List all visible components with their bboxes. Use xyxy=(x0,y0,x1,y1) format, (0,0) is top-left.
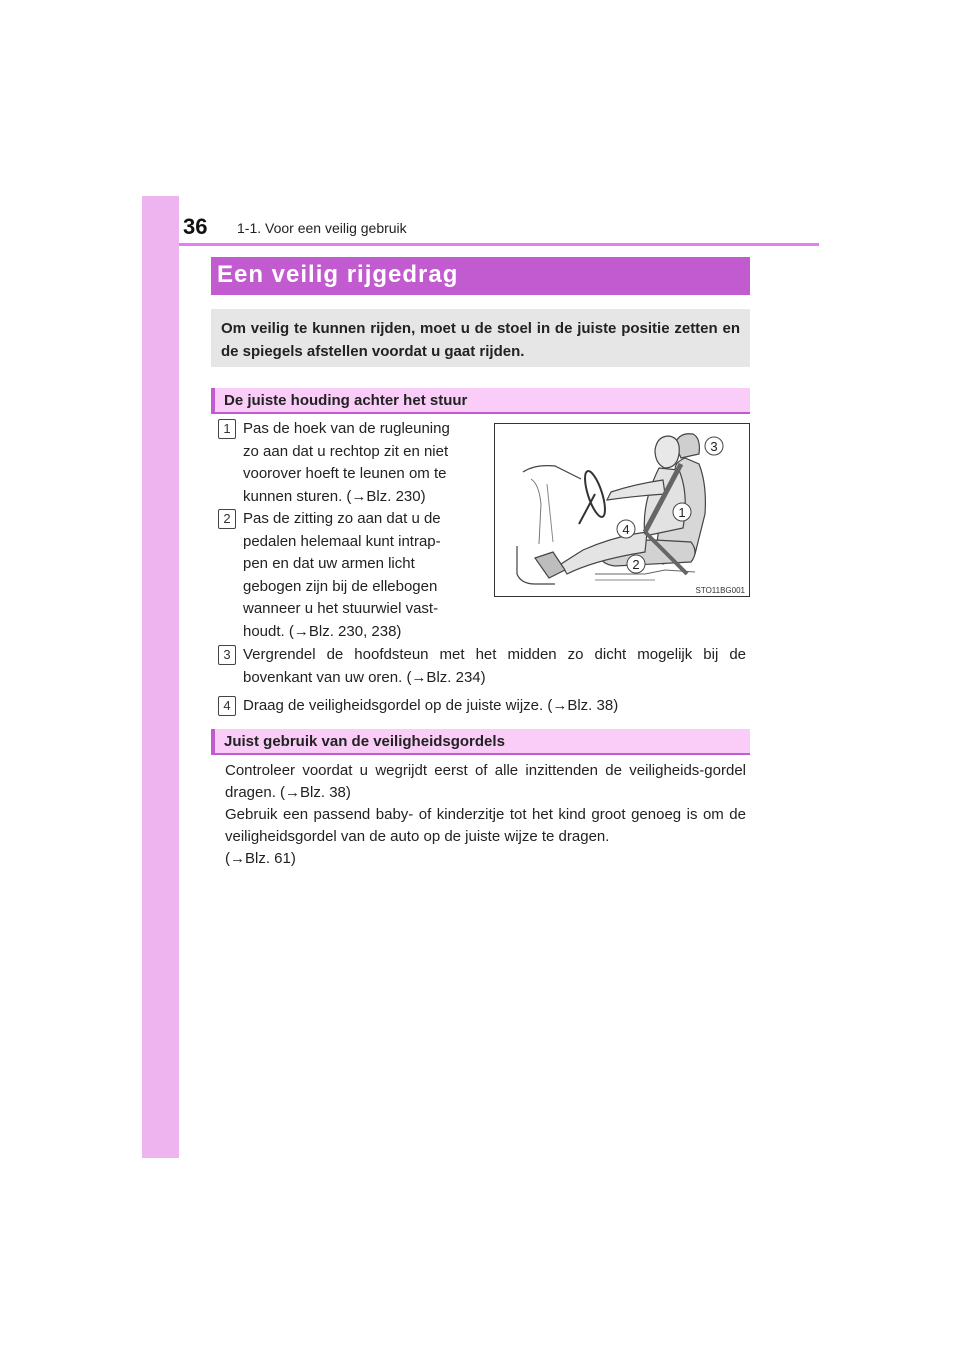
section-heading-seatbelts xyxy=(211,729,750,755)
side-tab-band xyxy=(142,196,179,1158)
seatbelt-paragraph-2-reference: (→Blz. 61) xyxy=(225,850,296,867)
section-heading-label: De juiste houding achter het stuur xyxy=(224,392,468,409)
item-2-text xyxy=(243,508,483,643)
seated-driver-drawing xyxy=(495,424,749,596)
page-number: 36 xyxy=(183,214,208,239)
callout-3: 3 xyxy=(710,439,718,454)
item-4-text: Draag de veiligheidsgordel op de juiste wijze. (→Blz. 38) xyxy=(243,697,619,714)
page-title-bar xyxy=(211,257,750,295)
callout-4: 4 xyxy=(622,522,630,537)
seatbelt-paragraph-2: Gebruik een passend baby- of kinderzitje tot het kind groot genoeg is om de veiligheidsgordel van de auto op de juiste wijze te dragen. xyxy=(225,806,746,845)
item-1-line: voorover hoeft te leunen om te xyxy=(243,465,447,482)
item-badge-4: 4 xyxy=(218,696,236,716)
callout-2: 2 xyxy=(632,557,640,572)
header-divider xyxy=(179,243,819,246)
section-heading-seating xyxy=(211,388,750,414)
item-badge-3: 3 xyxy=(218,645,236,665)
item-2-line: wanneer u het stuurwiel vast- xyxy=(243,600,439,617)
item-2-line: gebogen zijn bij de ellebogen xyxy=(243,577,438,595)
item-1-line: zo aan dat u rechtop zit en niet xyxy=(243,442,449,460)
item-2-line: pen en dat uw armen licht xyxy=(243,555,415,572)
chapter-heading: 1-1. Voor een veilig gebruik xyxy=(237,220,407,236)
item-1-text xyxy=(243,418,483,508)
item-2-line: pedalen helemaal kunt intrap- xyxy=(243,532,441,550)
item-2-line: houdt. (→Blz. 230, 238) xyxy=(243,622,402,640)
item-1-line: Pas de hoek van de rugleuning xyxy=(243,420,450,437)
page-title: Een veilig rijgedrag xyxy=(217,261,459,288)
callout-1: 1 xyxy=(678,505,686,520)
item-3-text: Vergrendel de hoofdsteun met het midden zo dicht mogelijk bij de bovenkant van uw oren. (→Blz. 234) xyxy=(243,646,746,686)
seatbelt-paragraph-1: Controleer voordat u wegrijdt eerst of alle inzittenden de veiligheids-gordel dragen. (→Blz. 38) xyxy=(225,762,746,801)
item-badge-1: 1 xyxy=(218,419,236,439)
intro-text: Om veilig te kunnen rijden, moet u de stoel in de juiste positie zetten en de spiegels afstellen voordat u gaat rijden. xyxy=(221,320,740,360)
illustration-code: STO11BG001 xyxy=(695,586,745,595)
item-1-line: kunnen sturen. (→Blz. 230) xyxy=(243,487,426,505)
intro-box xyxy=(211,309,750,367)
driving-posture-illustration xyxy=(494,423,750,597)
item-2-line: Pas de zitting zo aan dat u de xyxy=(243,510,441,527)
section-heading-label: Juist gebruik van de veiligheidsgordels xyxy=(224,733,505,750)
item-badge-2: 2 xyxy=(218,509,236,529)
